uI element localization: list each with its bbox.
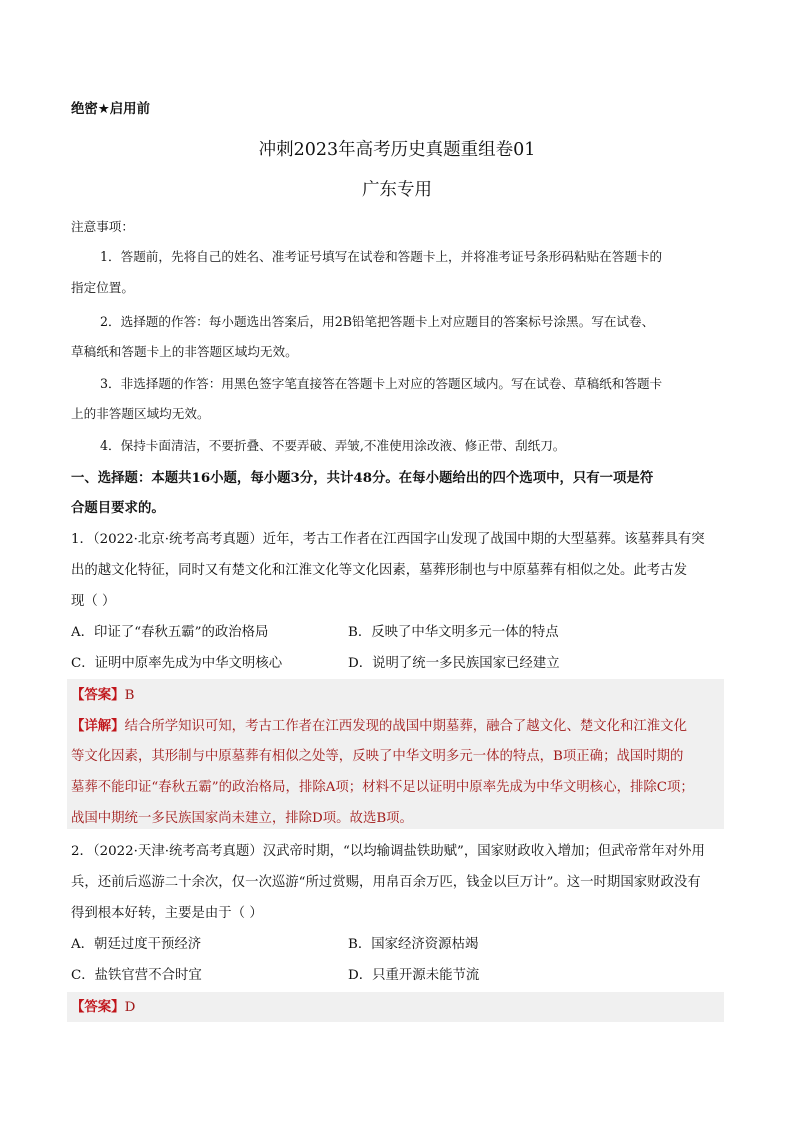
notice-item-3-line-1: 3．非选择题的作答：用黑色签字笔直接答在答题卡上对应的答题区域内。写在试卷、草稿纸和答题卡	[100, 376, 663, 391]
q1-option-a: A．印证了“春秋五霸”的政治格局	[71, 625, 269, 640]
q1-answer-value: B	[124, 688, 135, 703]
notice-item-4: 4．保持卡面清洁，不要折叠、不要弄破、弄皱,不准使用涂改液、修正带、刮纸刀。	[100, 438, 566, 453]
q2-stem-line-2: 兵，还前后巡游二十余次，仅一次巡游“所过赏赐，用帛百余万匹，钱金以巨万计”。这一时期国家财政没有	[71, 875, 701, 890]
q1-detail-label: 【详解】	[71, 718, 125, 734]
notice-item-1-line-2: 指定位置。	[71, 280, 134, 295]
section-heading-line-1: 一、选择题：本题共16小题，每小题3分，共计48分。在每小题给出的四个选项中，只有一项是符	[71, 470, 654, 486]
notice-item-3-line-2: 上的非答题区域均无效。	[71, 406, 210, 421]
confidential-mark: 绝密★启用前	[71, 102, 150, 117]
q1-detail-line-1	[71, 716, 723, 737]
notice-item-2-line-1: 2．选择题的作答：每小题选出答案后，用2B铅笔把答题卡上对应题目的答案标号涂黑。写在试卷、	[100, 314, 655, 329]
exam-subtitle: 广东专用	[362, 180, 432, 200]
q2-stem-line-3: 得到根本好转，主要是由于（ ）	[71, 906, 263, 921]
q1-option-b: B．反映了中华文明多元一体的特点	[348, 625, 559, 640]
q1-stem-line-1: 1．（2022·北京·统考高考真题）近年，考古工作者在江西国字山发现了战国中期的大型墓葬。该墓葬具有突	[71, 532, 705, 547]
q2-option-d: D．只重开源未能节流	[348, 968, 480, 983]
q1-option-c: C．证明中原率先成为中华文明核心	[71, 656, 283, 671]
q2-answer	[71, 997, 723, 1018]
q2-option-a: A．朝廷过度干预经济	[71, 937, 202, 952]
q1-detail-line-2: 等文化因素，其形制与中原墓葬有相似之处等，反映了中华文明多元一体的特点，B项正确；战国时期的	[71, 749, 684, 764]
q1-detail-line-4: 战国中期统一多民族国家尚未建立，排除D项。故选B项。	[71, 811, 413, 826]
q1-answer	[71, 685, 723, 706]
notice-item-2-line-2: 草稿纸和答题卡上的非答题区域均无效。	[71, 344, 298, 359]
exam-title: 冲刺2023年高考历史真题重组卷01	[258, 140, 536, 160]
q1-stem-line-2: 出的越文化特征，同时又有楚文化和江淮文化等文化因素，墓葬形制也与中原墓葬有相似之处。此考古发	[71, 563, 687, 578]
q2-option-b: B．国家经济资源枯竭	[348, 937, 479, 952]
q1-detail-text-1: 结合所学知识可知，考古工作者在江西发现的战国中期墓葬，融合了越文化、楚文化和江淮文化	[124, 719, 687, 734]
q1-stem-line-3: 现（ ）	[71, 594, 116, 609]
notice-heading: 注意事项：	[71, 219, 134, 234]
q2-stem-line-1: 2．（2022·天津·统考高考真题）汉武帝时期，“以均输调盐铁助赋”，国家财政收入增加；但武帝常年对外用	[71, 844, 705, 859]
q1-option-d: D．说明了统一多民族国家已经建立	[348, 656, 560, 671]
section-heading-line-2: 合题目要求的。	[71, 500, 165, 516]
q1-detail-line-3: 墓葬不能印证“春秋五霸”的政治格局，排除A项；材料不足以证明中原率先成为中华文明核心，排除C项；	[71, 780, 694, 795]
q2-option-c: C．盐铁官营不合时宜	[71, 968, 202, 983]
notice-item-1-line-1: 1．答题前，先将自己的姓名、准考证号填写在试卷和答题卡上，并将准考证号条形码粘贴在答题卡的	[100, 249, 663, 264]
q1-answer-label: 【答案】	[71, 687, 125, 703]
q2-answer-label: 【答案】	[71, 999, 125, 1015]
q2-answer-value: D	[124, 1000, 136, 1015]
